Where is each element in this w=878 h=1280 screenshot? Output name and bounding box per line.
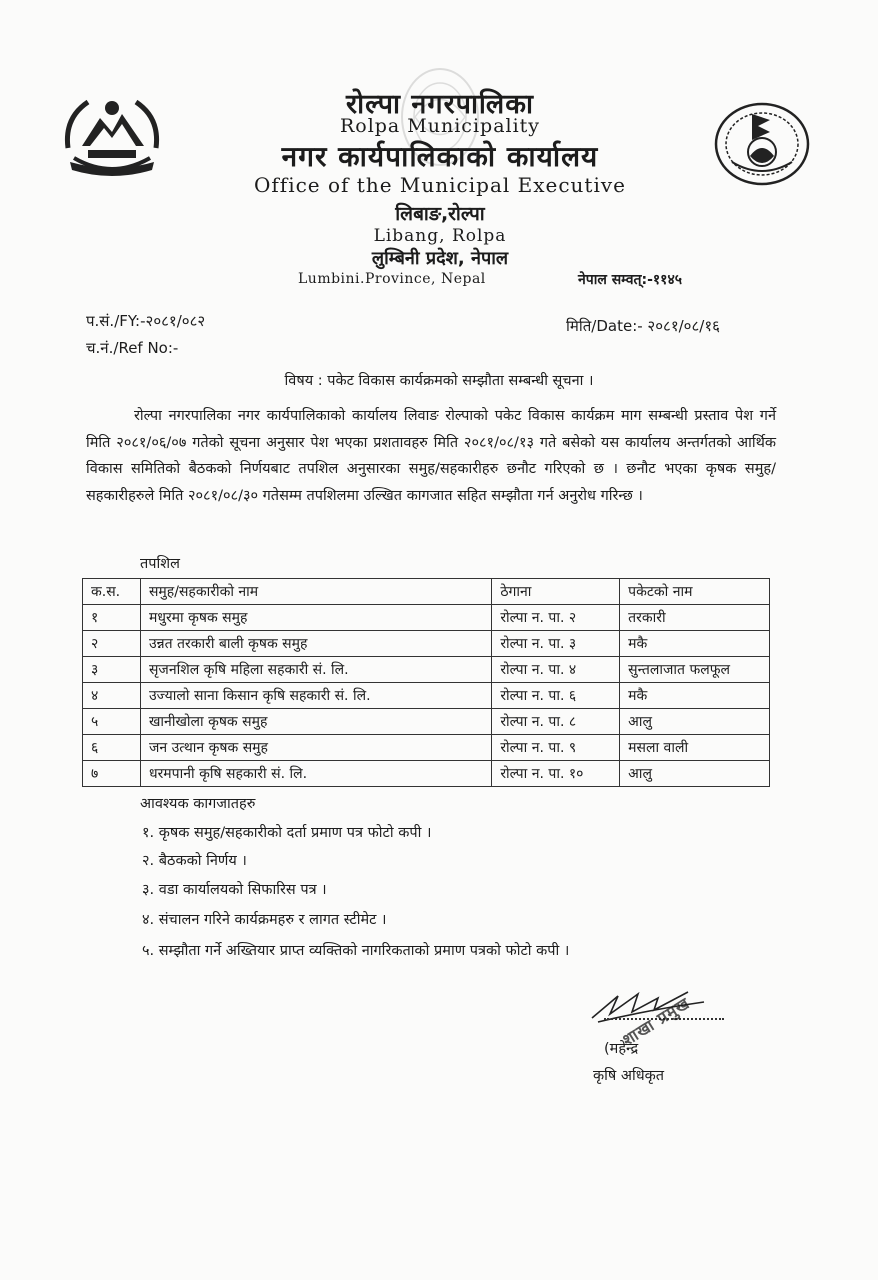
cell-group-name: सृजनशिल कृषि महिला सहकारी सं. लि.: [140, 657, 491, 683]
section-chief-stamp: शाखा प्रमुख: [618, 993, 694, 1050]
table-row: [83, 657, 770, 683]
ref-no: च.नं./Ref No:-: [86, 339, 179, 357]
document-item: ४. संचालन गरिने कार्यक्रमहरु र लागत स्टीमेट ।: [142, 912, 387, 928]
cell-pocket-name: मकै: [620, 683, 770, 709]
table-row: [83, 631, 770, 657]
cell-pocket-name: मसला वाली: [620, 735, 770, 761]
nepal-flag-seal-logo: [712, 100, 812, 188]
cell-serial: ६: [83, 735, 141, 761]
cell-pocket-name: आलु: [620, 761, 770, 787]
document-item: ५. सम्झौता गर्ने अख्तियार प्राप्त व्यक्तिको नागरिकताको प्रमाण पत्रको फोटो कपी ।: [142, 943, 570, 959]
place-english: Libang, Rolpa: [373, 226, 507, 246]
signatory-name: (महेन्द्र: [604, 1041, 639, 1057]
cell-group-name: धरमपानी कृषि सहकारी सं. लि.: [140, 761, 491, 787]
letter-date: मिति/Date:- २०८१/०८/१६: [566, 317, 720, 335]
nepal-emblem-logo: [60, 88, 164, 178]
table-row: [83, 761, 770, 787]
cell-pocket-name: तरकारी: [620, 605, 770, 631]
municipality-name-nepali: रोल्पा नगरपालिका: [346, 89, 534, 120]
nepal-samvat: नेपाल सम्वत्:-११४५: [578, 272, 683, 288]
required-documents-title: आवश्यक कागजातहरु: [140, 796, 256, 812]
tapashil-label: तपशिल: [140, 556, 180, 572]
body-paragraph: रोल्पा नगरपालिका नगर कार्यपालिकाको कार्यालय लिवाङ रोल्पाको पकेट विकास कार्यक्रम माग सम्बन्धी प्रस्ताव पेश गर्ने मिति २०८१/०६/०७ गतेको सूचना अनुसार पेश भएका प्रशतावहरु मिति २०८१/०८/१३ गते बसेको यस कार्यालय अन्तर्गतको आर्थिक विकास समितिको बैठकको निर्णयबाट तपशिल अनुसारका समुह/सहकारीहरु छनौट गरिएको छ । छनौट भएका कृषक समुह/सहकारीहरुले मिति २०८१/०८/३० गतेसम्म तपशिलमा उल्खित कागजात सहित सम्झौता गर्न अनुरोध गरिन्छ ।: [86, 408, 776, 504]
office-name-english: Office of the Municipal Executive: [254, 173, 626, 197]
cell-group-name: खानीखोला कृषक समुह: [140, 709, 491, 735]
fiscal-year-ref: प.सं./FY:-२०८१/०८२: [86, 312, 206, 330]
place-nepali: लिबाङ,रोल्पा: [395, 203, 485, 225]
province-nepali: लुम्बिनी प्रदेश, नेपाल: [371, 248, 509, 269]
cell-group-name: मधुरमा कृषक समुह: [140, 605, 491, 631]
table-row: [83, 735, 770, 761]
table-row: [83, 683, 770, 709]
header-serial: क.स.: [83, 579, 141, 605]
table-header-row: [83, 579, 770, 605]
cell-serial: २: [83, 631, 141, 657]
document-item: १. कृषक समुह/सहकारीको दर्ता प्रमाण पत्र फोटो कपी ।: [142, 825, 432, 841]
cell-address: रोल्पा न. पा. २: [492, 605, 620, 631]
table-row: [83, 605, 770, 631]
table-row: [83, 709, 770, 735]
cell-address: रोल्पा न. पा. ८: [492, 709, 620, 735]
cell-address: रोल्पा न. पा. ९: [492, 735, 620, 761]
document-item: २. बैठकको निर्णय ।: [142, 853, 247, 869]
cell-serial: ५: [83, 709, 141, 735]
province-english: Lumbini.Province, Nepal: [298, 271, 486, 287]
subject-line: विषय : पकेट विकास कार्यक्रमको सम्झौता सम्बन्धी सूचना ।: [284, 373, 594, 389]
office-name-nepali: नगर कार्यपालिकाको कार्यालय: [281, 140, 599, 173]
header-address: ठेगाना: [492, 579, 620, 605]
cell-address: रोल्पा न. पा. ३: [492, 631, 620, 657]
cell-address: रोल्पा न. पा. ४: [492, 657, 620, 683]
cell-serial: १: [83, 605, 141, 631]
document-item: ३. वडा कार्यालयको सिफारिस पत्र ।: [142, 882, 327, 898]
cell-address: रोल्पा न. पा. ६: [492, 683, 620, 709]
cell-group-name: उज्यालो साना किसान कृषि सहकारी सं. लि.: [140, 683, 491, 709]
header-group-name: समुह/सहकारीको नाम: [140, 579, 491, 605]
cell-serial: ३: [83, 657, 141, 683]
municipality-name-english: Rolpa Municipality: [339, 115, 541, 137]
cell-serial: ४: [83, 683, 141, 709]
signatory-designation: कृषि अधिकृत: [593, 1068, 665, 1084]
cell-serial: ७: [83, 761, 141, 787]
cell-pocket-name: मकै: [620, 631, 770, 657]
cell-group-name: जन उत्थान कृषक समुह: [140, 735, 491, 761]
cell-group-name: उन्नत तरकारी बाली कृषक समुह: [140, 631, 491, 657]
cell-pocket-name: सुन्तलाजात फलफूल: [620, 657, 770, 683]
header-pocket-name: पकेटको नाम: [620, 579, 770, 605]
cell-address: रोल्पा न. पा. १०: [492, 761, 620, 787]
selected-groups-table: [82, 578, 770, 787]
cell-pocket-name: आलु: [620, 709, 770, 735]
